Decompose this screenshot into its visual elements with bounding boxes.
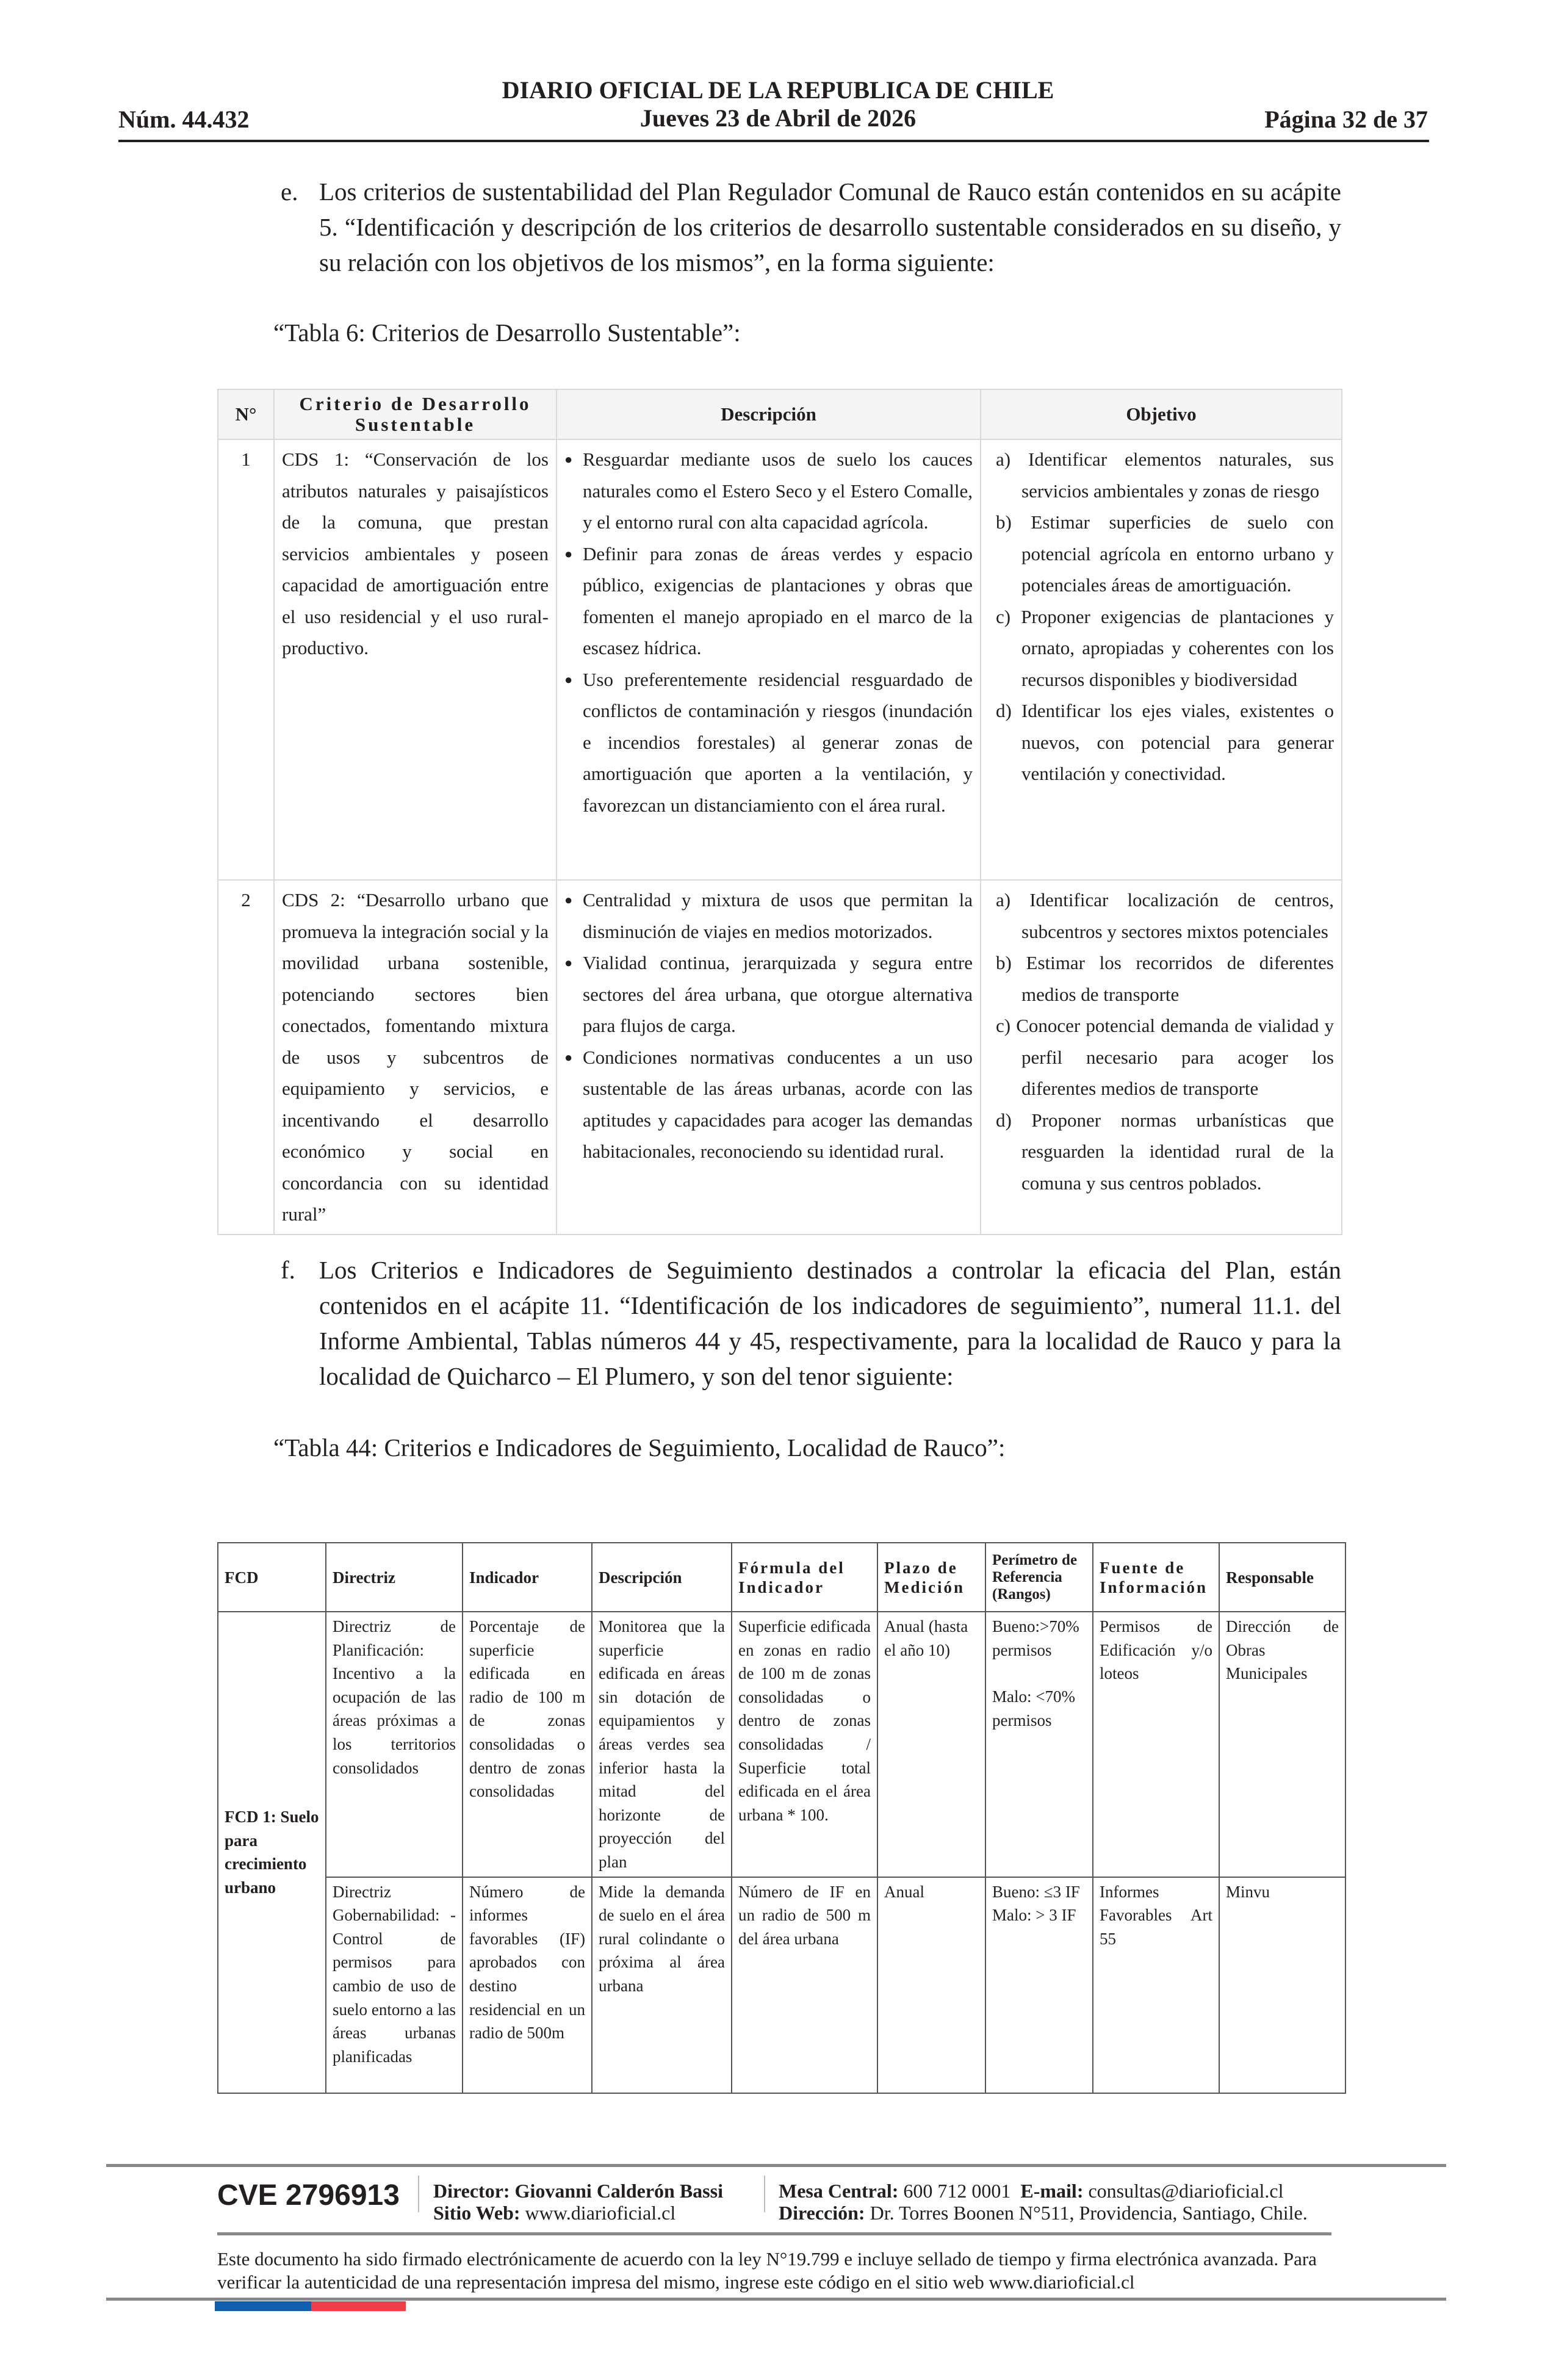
flag-bar-red — [311, 2301, 406, 2311]
column-header: FCD — [218, 1543, 326, 1612]
rango-bueno: Bueno:>70% permisos — [992, 1617, 1079, 1659]
paragraph-text: Los Criterios e Indicadores de Seguimiento destinados a controlar la eficacia del Plan, están contenidos en el acápite 11. “Identificación de los indicadores de seguimiento”, numeral 11.1. del Informe Ambiental, Tablas números 44 y 45, respectivamente, para la localidad de Rauco y para la localidad de Quicharco – El Plumero, y son del tenor siguiente: — [319, 1256, 1341, 1390]
objective-item: a) Identificar elementos naturales, sus servicios ambientales y zonas de riesgo — [996, 449, 1334, 502]
indicador-cell: Número de informes favorables (IF) aprobados con destino residencial en un radio de 500m — [463, 1877, 592, 2093]
paragraph-e — [281, 174, 1341, 280]
table-6-sustainability-criteria — [217, 389, 1342, 1235]
table-row — [218, 880, 1342, 1235]
column-header: Fuente de Información — [1093, 1543, 1219, 1612]
description-cell — [556, 439, 981, 880]
footer-separator — [764, 2176, 765, 2212]
mesa-label: Mesa Central: — [779, 2180, 899, 2202]
table-44-monitoring-indicators — [217, 1542, 1346, 2094]
footer-contact-block — [779, 2180, 1308, 2224]
bullet-item: ● Vialidad continua, jerarquizada y segura entre sectores del área urbana, que otorgue alternativa para flujos de carga. — [564, 947, 973, 1042]
criterion-cell: CDS 2: “Desarrollo urbano que promueva la integración social y la movilidad urbana sostenible, potenciando sectores bien conectados, fomentando mixtura de usos y subcentros de equipamiento y servicios, e incentivando el desarrollo económico y social en concordancia con su identidad rural” — [274, 880, 556, 1235]
footer-divider — [217, 2232, 1331, 2235]
objective-item: d) Identificar los ejes viales, existentes o nuevos, con potencial para generar ventilación y conectividad. — [996, 700, 1334, 784]
directriz-cell: Directriz de Planificación: Incentivo a la ocupación de las áreas próximas a los territorios consolidados — [326, 1612, 463, 1877]
paragraph-marker: f. — [281, 1256, 295, 1284]
objective-cell — [981, 439, 1342, 880]
table-row — [218, 439, 1342, 880]
descripcion-cell: Monitorea que la superficie edificada en áreas sin dotación de equipamientos y áreas verdes sea inferior hasta la mitad del horizonte de proyección del plan — [592, 1612, 732, 1877]
table6-caption: “Tabla 6: Criterios de Desarrollo Sustentable”: — [273, 319, 741, 347]
fuente-cell: Informes Favorables Art 55 — [1093, 1877, 1219, 2093]
objective-item: b) Estimar superficies de suelo con potencial agrícola en entorno urbano y potenciales áreas de amortiguación. — [996, 511, 1334, 596]
objective-item: c) Conocer potencial demanda de vialidad y perfil necesario para acoger los diferentes medios de transporte — [996, 1015, 1334, 1099]
column-header: Descripción — [592, 1543, 732, 1612]
row-number: 2 — [218, 880, 274, 1235]
column-header: N° — [218, 389, 274, 439]
table44-caption: “Tabla 44: Criterios e Indicadores de Seguimiento, Localidad de Rauco”: — [273, 1433, 1006, 1462]
indicador-cell: Porcentaje de superficie edificada en radio de 100 m de zonas consolidadas o dentro de zonas consolidadas — [463, 1612, 592, 1877]
newspaper-title: DIARIO OFICIAL DE LA REPUBLICA DE CHILE — [502, 76, 1054, 104]
description-cell — [556, 880, 981, 1235]
header-divider — [118, 140, 1429, 142]
signature-disclaimer: Este documento ha sido firmado electrónicamente de acuerdo con la ley N°19.799 e incluye sellado de tiempo y firma electrónica avanzada. Para verificar la autenticidad de una representación impresa del mismo, ingrese este código en el sitio web www.diarioficial.cl — [217, 2248, 1317, 2293]
bullet-item: ● Definir para zonas de áreas verdes y espacio público, exigencias de plantaciones y obras que fomenten el manejo apropiado en el marco de la escasez hídrica. — [564, 538, 973, 664]
rango-malo: Malo: > 3 IF — [992, 1906, 1076, 1925]
table-row — [218, 1877, 1345, 2093]
descripcion-cell: Mide la demanda de suelo en el área rural colindante o próxima al área urbana — [592, 1877, 732, 2093]
bullet-item: ● Uso preferentemente residencial resguardado de conflictos de contaminación y riesgos (inundación e incendios forestales) al generar zonas de amortiguación que aporten a la ventilación, y favorezcan un distanciamiento con el área rural. — [564, 664, 973, 821]
column-header: Indicador — [463, 1543, 592, 1612]
director-name: Giovanni Calderón Bassi — [514, 2180, 723, 2202]
rango-cell — [985, 1612, 1093, 1877]
director-label: Director: — [433, 2180, 510, 2202]
column-header: Descripción — [556, 389, 981, 439]
objective-item: a) Identificar localización de centros, subcentros y sectores mixtos potenciales — [996, 889, 1334, 942]
objective-cell — [981, 880, 1342, 1235]
column-header: Objetivo — [981, 389, 1342, 439]
footer-director-block — [433, 2180, 723, 2224]
column-header: Fórmula del Indicador — [732, 1543, 877, 1612]
website-link[interactable]: www.diarioficial.cl — [525, 2202, 676, 2224]
page-indicator: Página 32 de 37 — [1264, 106, 1428, 133]
column-header: Responsable — [1219, 1543, 1345, 1612]
formula-cell: Número de IF en un radio de 500 m del área urbana — [732, 1877, 877, 2093]
rango-malo: Malo: <70% permisos — [992, 1687, 1075, 1729]
cve-code: CVE 2796913 — [217, 2179, 400, 2212]
address-text: Dr. Torres Boonen N°511, Providencia, Santiago, Chile. — [870, 2202, 1308, 2224]
flag-bar-blue — [215, 2301, 311, 2311]
table-header-row — [218, 1543, 1345, 1612]
rango-bueno: Bueno: ≤3 IF — [992, 1882, 1080, 1901]
row-number: 1 — [218, 439, 274, 880]
plazo-cell: Anual — [877, 1877, 985, 2093]
paragraph-f — [281, 1252, 1341, 1394]
objective-item: c) Proponer exigencias de plantaciones y ornato, apropiadas y coherentes con los recursos disponibles y biodiversidad — [996, 605, 1334, 690]
issue-number: Núm. 44.432 — [118, 106, 250, 133]
plazo-cell: Anual (hasta el año 10) — [877, 1612, 985, 1877]
email-link[interactable]: consultas@diarioficial.cl — [1088, 2180, 1284, 2202]
email-label: E-mail: — [1020, 2180, 1084, 2202]
paragraph-text: Los criterios de sustentabilidad del Plan Regulador Comunal de Rauco están contenidos en su acápite 5. “Identificación y descripción de los criterios de desarrollo sustentable considerados en su diseño, y su relación con los objetivos de los mismos”, en la forma siguiente: — [319, 178, 1341, 276]
directriz-cell: Directriz Gobernabilidad: - Control de permisos para cambio de uso de suelo entorno a las áreas urbanas planificadas — [326, 1877, 463, 2093]
objective-item: d) Proponer normas urbanísticas que resguarden la identidad rural de la comuna y sus centros poblados. — [996, 1109, 1334, 1194]
rango-cell — [985, 1877, 1093, 2093]
column-header: Criterio de Desarrollo Sustentable — [274, 389, 556, 439]
formula-cell: Superficie edificada en zonas en radio de 100 m de zonas consolidadas o dentro de zonas consolidadas / Superficie total edificada en el área urbana * 100. — [732, 1612, 877, 1877]
responsable-cell: Minvu — [1219, 1877, 1345, 2093]
criterion-cell: CDS 1: “Conservación de los atributos naturales y paisajísticos de la comuna, que prestan servicios ambientales y poseen capacidad de amortiguación entre el uso residencial y el uso rural-productivo. — [274, 439, 556, 880]
table-row — [218, 1612, 1345, 1877]
footer-separator — [418, 2176, 419, 2212]
column-header: Plazo de Medición — [877, 1543, 985, 1612]
column-header: Directriz — [326, 1543, 463, 1612]
footer-divider — [106, 2164, 1446, 2167]
footer-divider — [106, 2298, 1446, 2301]
responsable-cell: Dirección de Obras Municipales — [1219, 1612, 1345, 1877]
fuente-cell: Permisos de Edificación y/o loteos — [1093, 1612, 1219, 1877]
objective-item: b) Estimar los recorridos de diferentes medios de transporte — [996, 952, 1334, 1005]
fcd-cell: FCD 1: Suelo para crecimiento urbano — [218, 1612, 326, 2093]
paragraph-marker: e. — [281, 178, 298, 206]
mesa-phone: 600 712 0001 — [903, 2180, 1011, 2202]
column-header: Perímetro de Referencia (Rangos) — [985, 1543, 1093, 1612]
issue-date: Jueves 23 de Abril de 2026 — [639, 104, 917, 132]
table-header-row — [218, 389, 1342, 439]
web-label: Sitio Web: — [433, 2202, 520, 2224]
address-label: Dirección: — [779, 2202, 865, 2224]
bullet-item: ● Condiciones normativas conducentes a un uso sustentable de las áreas urbanas, acorde con las aptitudes y capacidades para acoger las demandas habitacionales, reconociendo su identidad rural. — [564, 1042, 973, 1167]
bullet-item: ● Resguardar mediante usos de suelo los cauces naturales como el Estero Seco y el Estero Comalle, y el entorno rural con alta capacidad agrícola. — [564, 444, 973, 538]
bullet-item: ● Centralidad y mixtura de usos que permitan la disminución de viajes en medios motorizados. — [564, 884, 973, 947]
